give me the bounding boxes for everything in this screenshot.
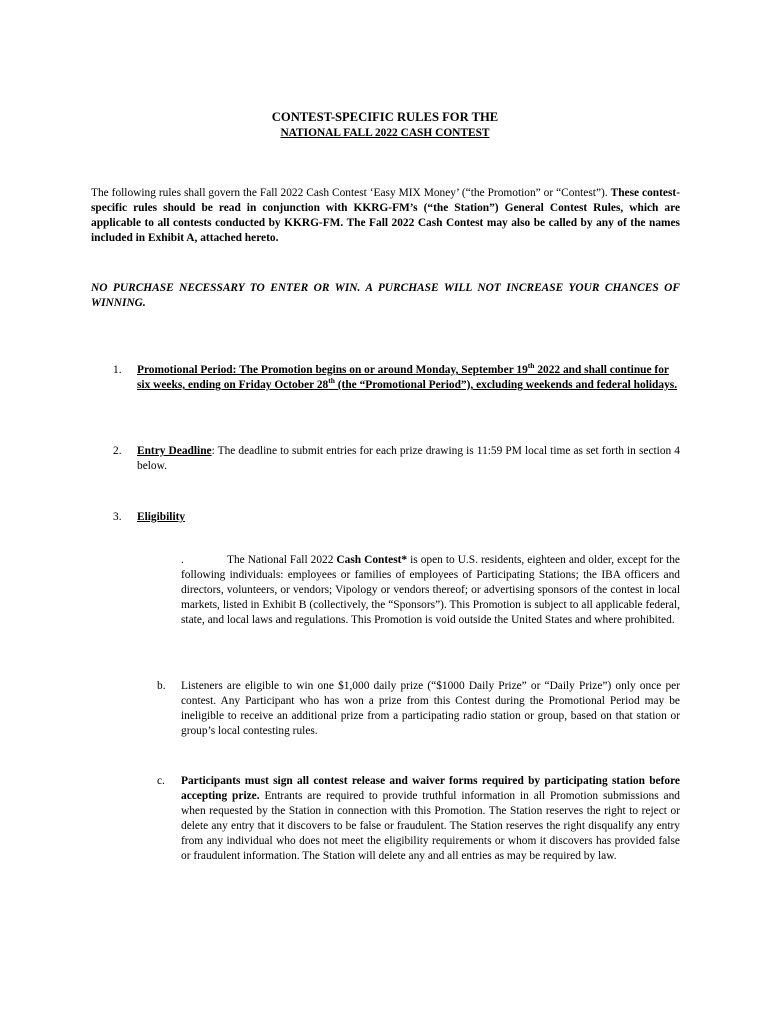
section-3-heading: Eligibility (137, 511, 186, 523)
section-2-entry-deadline (137, 444, 680, 474)
subsection-c-bold: Participants must sign all contest release and waiver forms required by participating station before accepting prize. (181, 775, 680, 802)
title-line-1: CONTEST-SPECIFIC RULES FOR THE (271, 110, 499, 124)
section-1-number: 1. (113, 364, 122, 376)
document-title (0, 110, 770, 141)
intro-paragraph (91, 186, 680, 246)
intro-plain-text: The following rules shall govern the Fall 2022 Cash Contest ‘Easy MIX Money’ (“the Promotion” or “Contest”). (91, 187, 608, 199)
section-2-text: : The deadline to submit entries for each prize drawing is 11:59 PM local time as set forth in section 4 below. (137, 445, 680, 472)
title-line-2: NATIONAL FALL 2022 CASH CONTEST (280, 127, 490, 139)
subsection-c-text: Entrants are required to provide truthful information in all Promotion submissions and when requested by the Station in connection with this Promotion. The Station reserves the right to reject or delete any entry that it discovers to be false or fraudulent. The Station reserves the right disqualify any entry from any individual who does not meet the eligibility requirements or whom it discovers has provided false or fraudulent information. The Station will delete any and all entries as may be required by law. (181, 790, 680, 862)
subsection-a-text-1: The National Fall 2022 (227, 554, 337, 566)
intro-bold-text: These contest-specific rules should be read in conjunction with KKRG-FM’s (“the Station”) General Contest Rules, which are applicable to all contests conducted by KKRG-FM. The Fall 2022 Cash Contest may also be called by any of the names included in Exhibit A, attached hereto. (91, 187, 680, 244)
subsection-a-paragraph (181, 553, 680, 628)
section-3-number: 3. (113, 511, 122, 523)
section-1-sup-1: th (527, 361, 535, 371)
subsection-a-marker-text: . (181, 554, 184, 566)
subsection-c-marker: c. (157, 775, 165, 787)
section-2-number: 2. (113, 445, 122, 457)
section-1-text-part3: (the “Promotional Period”), excluding weekends and federal holidays. (334, 379, 678, 391)
subsection-c-paragraph (181, 774, 680, 864)
subsection-b-paragraph: Listeners are eligible to win one $1,000 daily prize (“$1000 Daily Prize” or “Daily Prize”) only once per contest. Any Participant who has won a prize from this Contest during the Promotional Period may be ineligible to receive an additional prize from a participating radio station or group, based on that station or group’s local contesting rules. (181, 680, 680, 737)
section-1-promotional-period (137, 363, 680, 393)
no-purchase-notice: NO PURCHASE NECESSARY TO ENTER OR WIN. A PURCHASE WILL NOT INCREASE YOUR CHANCES OF WINNING. (91, 282, 680, 309)
subsection-a-text-2: is open to U.S. residents, eighteen and older, except for the following individuals: employees or families of employees of Participating Stations; the IBA officers and directors, volunteers, or vendors; Vipology or vendors thereof; or advertising sponsors of the contest in local markets, listed in Exhibit B (collectively, the “Sponsors”). This Promotion is subject to all applicable federal, state, and local laws and regulations. This Promotion is void outside the United States and where prohibited. (181, 554, 680, 626)
subsection-b-marker: b. (157, 680, 166, 692)
section-1-sup-2: th (328, 376, 335, 386)
subsection-a-bold: Cash Contest* (336, 554, 408, 566)
section-1-text-part1: Promotional Period: The Promotion begins on or around Monday, September 19 (137, 364, 528, 376)
section-2-heading: Entry Deadline (137, 445, 212, 457)
subsection-a-marker (181, 553, 227, 568)
section-1-text-part2: 2022 and shall continue for six weeks, ending on Friday October 28 (137, 364, 669, 391)
